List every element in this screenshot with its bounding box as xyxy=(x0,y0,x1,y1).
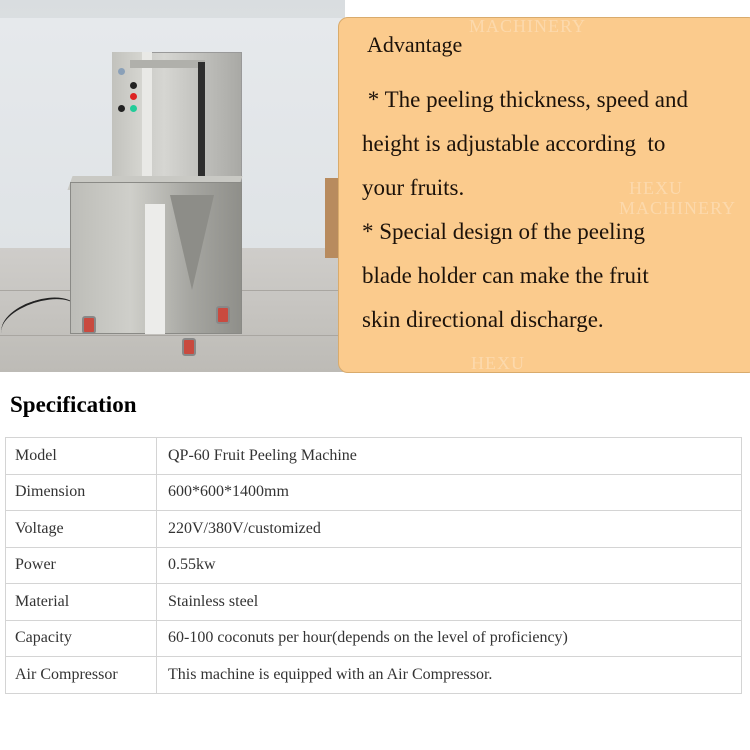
switch-icon xyxy=(130,82,137,89)
table-row xyxy=(6,620,742,657)
machine-control-panel xyxy=(112,52,142,177)
advantage-line: height is adjustable according to xyxy=(362,131,666,156)
switch-icon xyxy=(118,105,125,112)
advantage-line: your fruits. xyxy=(362,175,465,200)
specification-table xyxy=(5,437,742,694)
spec-key: Power xyxy=(6,547,157,584)
spec-key: Air Compressor xyxy=(6,657,157,694)
caster-wheel-icon xyxy=(216,306,230,324)
machine-corner-edge xyxy=(145,204,165,334)
advantage-line: * Special design of the peeling xyxy=(362,219,645,244)
gauge-icon xyxy=(118,68,125,75)
advantage-line: * The peeling thickness, speed and xyxy=(362,87,688,112)
caster-wheel-icon xyxy=(82,316,96,334)
caster-wheel-icon xyxy=(182,338,196,356)
advantage-description xyxy=(362,78,750,342)
spec-key: Voltage xyxy=(6,511,157,548)
spec-value: 220V/380V/customized xyxy=(157,511,742,548)
spec-value: 60-100 coconuts per hour(depends on the level of proficiency) xyxy=(157,620,742,657)
watermark-text: MACHINERY xyxy=(619,198,737,218)
advantage-title: Advantage xyxy=(367,32,463,57)
product-photo xyxy=(0,0,345,372)
spec-value: This machine is equipped with an Air Compressor. xyxy=(157,657,742,694)
spec-value: 600*600*1400mm xyxy=(157,474,742,511)
table-row xyxy=(6,438,742,475)
spec-value: QP-60 Fruit Peeling Machine xyxy=(157,438,742,475)
advantage-line: skin directional discharge. xyxy=(362,307,604,332)
spec-key: Dimension xyxy=(6,474,157,511)
watermark-text: MACHINERY xyxy=(469,16,587,36)
machine-column xyxy=(142,52,152,182)
table-row xyxy=(6,657,742,694)
table-row xyxy=(6,511,742,548)
spec-key: Material xyxy=(6,584,157,621)
machine-arm xyxy=(130,60,205,68)
table-row xyxy=(6,474,742,511)
watermark-text: HEXU xyxy=(471,353,525,373)
machine-guide-bar xyxy=(198,62,205,184)
spec-key: Model xyxy=(6,438,157,475)
specification-title: Specification xyxy=(10,392,137,417)
spec-key: Capacity xyxy=(6,620,157,657)
watermark-text: HEXU xyxy=(629,178,683,198)
spec-value: 0.55kw xyxy=(157,547,742,584)
advantage-line: blade holder can make the fruit xyxy=(362,263,649,288)
advantage-panel xyxy=(338,17,750,373)
table-row xyxy=(6,584,742,621)
spec-value: Stainless steel xyxy=(157,584,742,621)
emergency-stop-icon xyxy=(130,93,137,100)
machine-discharge-chute xyxy=(170,195,214,290)
table-row xyxy=(6,547,742,584)
start-button-icon xyxy=(130,105,137,112)
